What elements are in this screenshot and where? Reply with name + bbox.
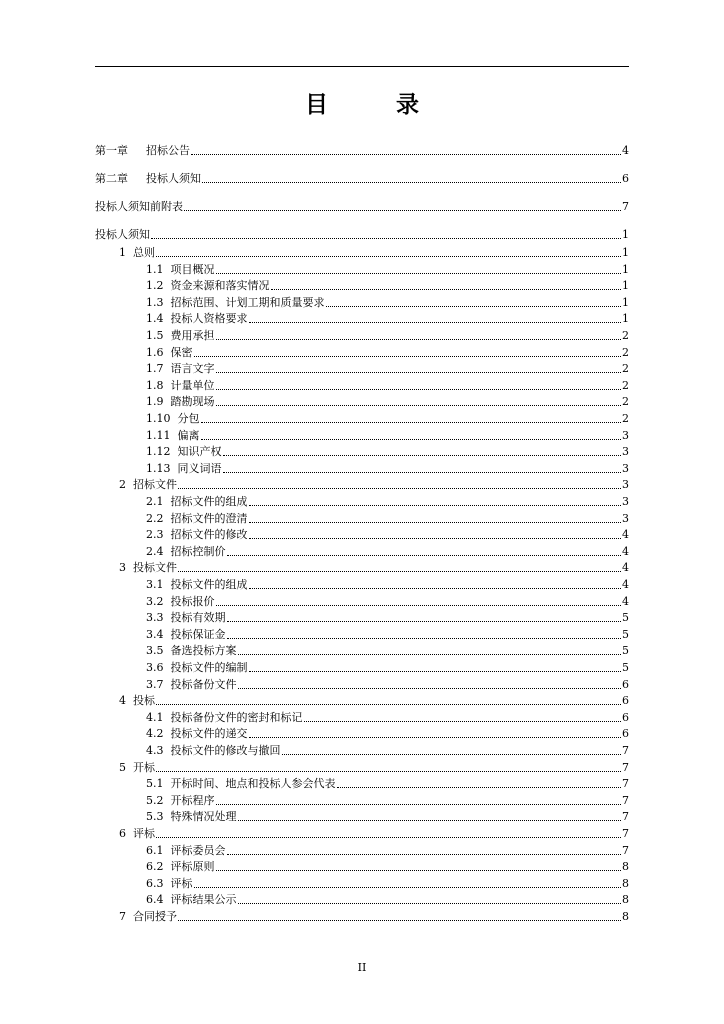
toc-entry-text: 投标文件的编制 (170, 661, 248, 674)
toc-entry[interactable] (95, 460, 629, 476)
toc-entry-text: 投标文件的修改与撤回 (170, 744, 281, 757)
toc-entry-page: 5 (622, 661, 629, 674)
toc-entry-number: 6.3 (146, 876, 164, 890)
toc-dot-leader (216, 804, 622, 805)
toc-entry[interactable] (95, 593, 629, 609)
toc-entry-text: 招标控制价 (170, 544, 226, 558)
toc-entry-number: 2.3 (146, 528, 164, 542)
toc-entry-page: 3 (622, 495, 629, 508)
toc-dot-leader (216, 389, 622, 390)
toc-entry-label (119, 561, 177, 575)
toc-entry-number: 5.2 (146, 793, 164, 807)
toc-entry-label (95, 144, 190, 158)
toc-entry-number: 1.7 (146, 362, 164, 376)
toc-entry[interactable] (95, 344, 629, 360)
toc-entry-label (146, 810, 237, 824)
toc-dot-leader (216, 870, 622, 871)
toc-entry-page: 6 (622, 694, 629, 708)
toc-entry-label (146, 860, 215, 874)
toc-entry-label (95, 228, 150, 242)
toc-entry-label (146, 678, 237, 692)
toc-entry-label (146, 794, 215, 808)
toc-entry[interactable] (95, 908, 629, 924)
toc-entry-text: 投标文件的组成 (170, 578, 248, 591)
toc-entry-number: 5 (119, 760, 126, 774)
toc-entry-label (146, 877, 193, 891)
toc-entry-label (146, 545, 226, 559)
toc-entry-page: 5 (622, 611, 629, 625)
toc-entry-label (146, 462, 222, 476)
toc-entry-label (146, 844, 226, 858)
toc-entry[interactable] (95, 443, 629, 459)
toc-entry-page: 6 (622, 172, 629, 185)
toc-entry-number: 3.5 (146, 644, 164, 658)
toc-dot-leader (178, 571, 621, 572)
toc-entry-page: 2 (622, 378, 629, 392)
toc-dot-leader (249, 737, 622, 738)
toc-dot-leader (156, 256, 621, 257)
toc-dot-leader (156, 771, 621, 772)
toc-entry-label (146, 528, 248, 542)
toc-dot-leader (156, 704, 621, 705)
toc-entry-page: 6 (622, 677, 629, 691)
toc-entry[interactable] (95, 360, 629, 376)
toc-entry[interactable] (95, 842, 629, 858)
toc-entry-label (146, 445, 222, 459)
toc-entry[interactable] (95, 725, 629, 741)
toc-entry-page: 7 (622, 827, 629, 840)
toc-entry-text: 评标原则 (170, 860, 215, 874)
toc-entry-label (119, 761, 155, 775)
toc-entry-number: 1.5 (146, 329, 164, 342)
toc-entry[interactable] (95, 676, 629, 692)
toc-entry-label (146, 744, 281, 758)
toc-entry-label (146, 611, 226, 625)
toc-entry-text: 投标人须知 (95, 228, 150, 241)
toc-entry-label (146, 595, 215, 609)
toc-entry-text: 投标备份文件 (170, 677, 237, 691)
page-number: II (357, 961, 367, 974)
toc-entry-text: 投标人须知前附表 (95, 200, 183, 213)
toc-entry-label (146, 429, 200, 443)
toc-dot-leader (216, 405, 622, 406)
toc-dot-leader (216, 273, 622, 274)
toc-entry-label (146, 512, 248, 526)
toc-entry-text: 总则 (133, 246, 155, 259)
toc-dot-leader (337, 787, 622, 788)
toc-entry[interactable] (95, 759, 629, 775)
toc-dot-leader (249, 522, 622, 523)
toc-dot-leader (249, 671, 622, 672)
toc-entry-page: 1 (622, 295, 629, 309)
toc-entry-text: 投标有效期 (170, 611, 226, 625)
toc-entry-label (146, 495, 248, 509)
toc-entry[interactable] (95, 609, 629, 625)
toc-entry-label (119, 827, 155, 841)
toc-dot-leader (194, 356, 622, 357)
toc-entry-number: 3 (119, 561, 126, 575)
toc-entry-page: 4 (622, 528, 629, 542)
toc-entry-page: 3 (622, 445, 629, 459)
toc-entry-page: 7 (622, 744, 629, 757)
toc-entry[interactable] (95, 659, 629, 675)
toc-entry-number: 1 (119, 246, 126, 259)
toc-dot-leader (156, 837, 621, 838)
toc-entry-text: 踏勘现场 (170, 395, 215, 409)
toc-entry-text: 投标文件的递交 (170, 727, 248, 741)
toc-entry-text: 语言文字 (170, 362, 215, 376)
toc-entry[interactable] (95, 626, 629, 642)
toc-entry[interactable] (95, 476, 629, 492)
toc-entry-number: 2 (119, 478, 126, 492)
toc-entry-number: 1.2 (146, 279, 164, 293)
toc-dot-leader (238, 688, 622, 689)
toc-entry-label (146, 727, 248, 741)
toc-title: 目 录 (304, 91, 449, 118)
toc-entry-text: 招标文件的澄清 (170, 511, 248, 525)
toc-entry-number: 5.3 (146, 810, 164, 824)
toc-entry[interactable] (95, 891, 629, 907)
toc-entry-text: 投标文件 (133, 561, 177, 575)
toc-entry[interactable] (95, 642, 629, 658)
toc-entry-page: 7 (622, 793, 629, 807)
toc-entry-page: 1 (622, 262, 629, 276)
toc-dot-leader (194, 887, 622, 888)
toc-entry-label (146, 661, 248, 675)
toc-entry[interactable] (95, 493, 629, 509)
toc-entry-page: 7 (622, 200, 629, 213)
toc-entry[interactable] (95, 576, 629, 592)
toc-entry[interactable] (95, 170, 629, 186)
toc-dot-leader (223, 455, 622, 456)
toc-entry-number: 1.8 (146, 378, 164, 392)
toc-entry-page: 2 (622, 412, 629, 425)
toc-dot-leader (326, 306, 622, 307)
toc-dot-leader (191, 154, 621, 155)
toc-dot-leader (227, 555, 622, 556)
toc-dot-leader (227, 621, 622, 622)
toc-entry[interactable] (95, 825, 629, 841)
toc-entry-number: 4 (119, 694, 126, 708)
toc-entry-label (119, 478, 177, 492)
toc-entry[interactable] (95, 543, 629, 559)
toc-entry-label (146, 296, 325, 310)
toc-entry[interactable] (95, 858, 629, 874)
toc-entry-page: 7 (622, 777, 629, 791)
toc-entry-page: 6 (622, 710, 629, 724)
toc-entry-number: 1.12 (146, 445, 171, 459)
toc-entry-label (146, 578, 248, 592)
toc-entry-label (146, 346, 193, 360)
toc-entry-page: 7 (622, 760, 629, 774)
toc-entry[interactable] (95, 559, 629, 575)
toc-entry-text: 投标人须知 (146, 172, 201, 185)
toc-entry-number: 3.4 (146, 627, 164, 641)
toc-entry-number: 2.2 (146, 511, 164, 525)
toc-entry-label (146, 644, 237, 658)
toc-entry-page: 8 (622, 876, 629, 890)
toc-entry[interactable] (95, 510, 629, 526)
toc-entry-page: 7 (622, 810, 629, 824)
toc-dot-leader (249, 505, 622, 506)
toc-entry-text: 投标备份文件的密封和标记 (170, 710, 303, 724)
toc-entry-number: 1.6 (146, 345, 164, 359)
toc-dot-leader (216, 372, 622, 373)
toc-entry-text: 知识产权 (177, 445, 222, 459)
toc-entry-number: 4.2 (146, 727, 164, 741)
toc-entry[interactable] (95, 526, 629, 542)
toc-entry-text: 开标程序 (170, 793, 215, 807)
toc-entry-page: 2 (622, 362, 629, 376)
toc-entry-number: 4.1 (146, 710, 164, 724)
toc-entry-page: 1 (622, 279, 629, 293)
toc-entry-page: 6 (622, 727, 629, 741)
toc-entry-text: 评标委员会 (170, 843, 226, 857)
toc-dot-leader (216, 339, 622, 340)
toc-entry-text: 合同授予 (133, 910, 177, 923)
toc-entry-page: 5 (622, 627, 629, 641)
toc-entry-page: 1 (622, 246, 629, 259)
toc-entry-text: 费用承担 (170, 329, 215, 342)
toc-entry-page: 3 (622, 511, 629, 525)
toc-dot-leader (216, 605, 622, 606)
toc-entry-page: 1 (622, 312, 629, 326)
toc-entry-page: 4 (622, 561, 629, 575)
toc-entry-text: 招标范围、计划工期和质量要求 (170, 295, 325, 309)
toc-entry-page: 8 (622, 860, 629, 874)
toc-entry-text: 评标 (170, 876, 193, 890)
toc-entry-page: 2 (622, 345, 629, 359)
toc-dot-leader (304, 721, 622, 722)
toc-entry-text: 招标公告 (146, 144, 190, 157)
toc-entry-text: 特殊情况处理 (170, 810, 237, 824)
toc-entry[interactable] (95, 742, 629, 758)
toc-entry-number: 1.10 (146, 412, 171, 425)
toc-entry-number: 第一章 (95, 144, 128, 157)
toc-entry[interactable] (95, 393, 629, 409)
toc-dot-leader (249, 322, 622, 323)
toc-entry-label (146, 412, 200, 426)
toc-entry-text: 评标 (133, 827, 155, 840)
toc-entry[interactable] (95, 427, 629, 443)
toc-entry[interactable] (95, 875, 629, 891)
toc-entry-page: 4 (622, 144, 629, 157)
toc-entry[interactable] (95, 792, 629, 808)
toc-entry-label (95, 200, 183, 214)
toc-entry[interactable] (95, 310, 629, 326)
toc-entry-number: 6.4 (146, 893, 164, 907)
toc-entry-label (146, 711, 303, 725)
toc-dot-leader (184, 210, 621, 211)
toc-entry-text: 投标报价 (170, 594, 215, 608)
toc-entry-label (146, 777, 336, 791)
toc-entry-number: 7 (119, 910, 126, 923)
toc-dot-leader (201, 422, 622, 423)
toc-entry[interactable] (95, 709, 629, 725)
toc-entry-text: 保密 (170, 345, 193, 359)
toc-entry-text: 招标文件的修改 (170, 528, 248, 542)
toc-dot-leader (223, 472, 622, 473)
toc-entry-text: 投标人资格要求 (170, 312, 248, 326)
toc-entry-page: 7 (622, 843, 629, 857)
toc-entry[interactable] (95, 142, 629, 158)
toc-entry-label (146, 893, 237, 907)
toc-entry-label (119, 910, 177, 924)
toc-dot-leader (151, 238, 621, 239)
toc-dot-leader (227, 638, 622, 639)
toc-dot-leader (201, 439, 622, 440)
toc-dot-leader (282, 754, 622, 755)
toc-dot-leader (238, 903, 622, 904)
toc-dot-leader (227, 854, 622, 855)
toc-entry-label (146, 379, 215, 393)
toc-entry-number: 1.4 (146, 312, 164, 326)
header-rule (95, 66, 629, 67)
toc-entry-text: 备选投标方案 (170, 644, 237, 658)
toc-entry-number: 2.4 (146, 544, 164, 558)
toc-entry-text: 招标文件 (133, 478, 177, 492)
toc-entry[interactable] (95, 692, 629, 708)
toc-entry[interactable] (95, 410, 629, 426)
toc-entry-number: 4.3 (146, 744, 164, 757)
toc-entry[interactable] (95, 226, 629, 242)
toc-entry-label (146, 263, 215, 277)
toc-entry-page: 5 (622, 644, 629, 658)
toc-entry-number: 第二章 (95, 172, 128, 185)
toc-entry-text: 资金来源和落实情况 (170, 279, 270, 293)
toc-entry[interactable] (95, 261, 629, 277)
toc-entry-number: 5.1 (146, 777, 164, 791)
toc-dot-leader (249, 588, 622, 589)
toc-entry[interactable] (95, 198, 629, 214)
toc-entry-text: 偏离 (177, 428, 200, 442)
toc-entry-number: 2.1 (146, 495, 164, 508)
toc-entry-page: 8 (622, 910, 629, 923)
toc-entry-label (146, 312, 248, 326)
toc-entry[interactable] (95, 808, 629, 824)
toc-entry-number: 6.2 (146, 860, 164, 874)
toc-entry-label (146, 362, 215, 376)
toc-entry-text: 计量单位 (170, 378, 215, 392)
toc-entry-number: 1.3 (146, 295, 164, 309)
toc-entry-number: 1.9 (146, 395, 164, 409)
toc-dot-leader (178, 488, 621, 489)
toc-entry-text: 评标结果公示 (170, 893, 237, 907)
toc-dot-leader (249, 538, 622, 539)
toc-entry-page: 2 (622, 395, 629, 409)
toc-entry-number: 3.6 (146, 661, 164, 674)
toc-entry[interactable] (95, 775, 629, 791)
toc-entry-page: 4 (622, 594, 629, 608)
toc-entry-label (146, 628, 226, 642)
toc-entry-number: 6.1 (146, 843, 164, 857)
toc-entry[interactable] (95, 327, 629, 343)
toc-entry-page: 2 (622, 329, 629, 342)
toc-entry-text: 项目概况 (170, 262, 215, 276)
toc-entry-number: 3.1 (146, 578, 164, 591)
toc-entry-label (119, 246, 155, 260)
toc-entry-text: 分包 (177, 412, 200, 425)
toc-entry-page: 4 (622, 578, 629, 591)
toc-entry[interactable] (95, 377, 629, 393)
toc-entry-page: 8 (622, 893, 629, 907)
toc-entry-number: 3.7 (146, 677, 164, 691)
toc-entry[interactable] (95, 244, 629, 260)
toc-entry-number: 1.1 (146, 262, 164, 276)
toc-entry-number: 6 (119, 827, 126, 840)
toc-entry-label (95, 172, 201, 186)
toc-dot-leader (238, 820, 622, 821)
toc-entry-text: 开标时间、地点和投标人参会代表 (170, 777, 336, 791)
toc-entry-page: 3 (622, 428, 629, 442)
toc-entry-page: 4 (622, 544, 629, 558)
toc-entry-text: 投标 (133, 694, 155, 708)
toc-entry-page: 3 (622, 461, 629, 475)
toc-entry-text: 招标文件的组成 (170, 495, 248, 508)
toc-entry-number: 1.13 (146, 461, 171, 475)
toc-entry-label (146, 395, 215, 409)
toc-dot-leader (238, 654, 622, 655)
toc-entry-text: 同义词语 (177, 461, 222, 475)
toc-entry-text: 投标保证金 (170, 627, 226, 641)
toc-dot-leader (178, 920, 621, 921)
toc-entry-label (119, 694, 155, 708)
toc-dot-leader (202, 182, 621, 183)
toc-entry[interactable] (95, 277, 629, 293)
toc-entry-number: 3.3 (146, 611, 164, 625)
toc-dot-leader (271, 289, 622, 290)
toc-entry-label (146, 329, 215, 343)
toc-entry-page: 3 (622, 478, 629, 492)
toc-entry-number: 3.2 (146, 594, 164, 608)
toc-entry[interactable] (95, 294, 629, 310)
toc-entry-page: 1 (622, 228, 629, 241)
toc-entry-label (146, 279, 270, 293)
toc-entry-number: 1.11 (146, 428, 171, 442)
toc-entry-text: 开标 (133, 760, 155, 774)
